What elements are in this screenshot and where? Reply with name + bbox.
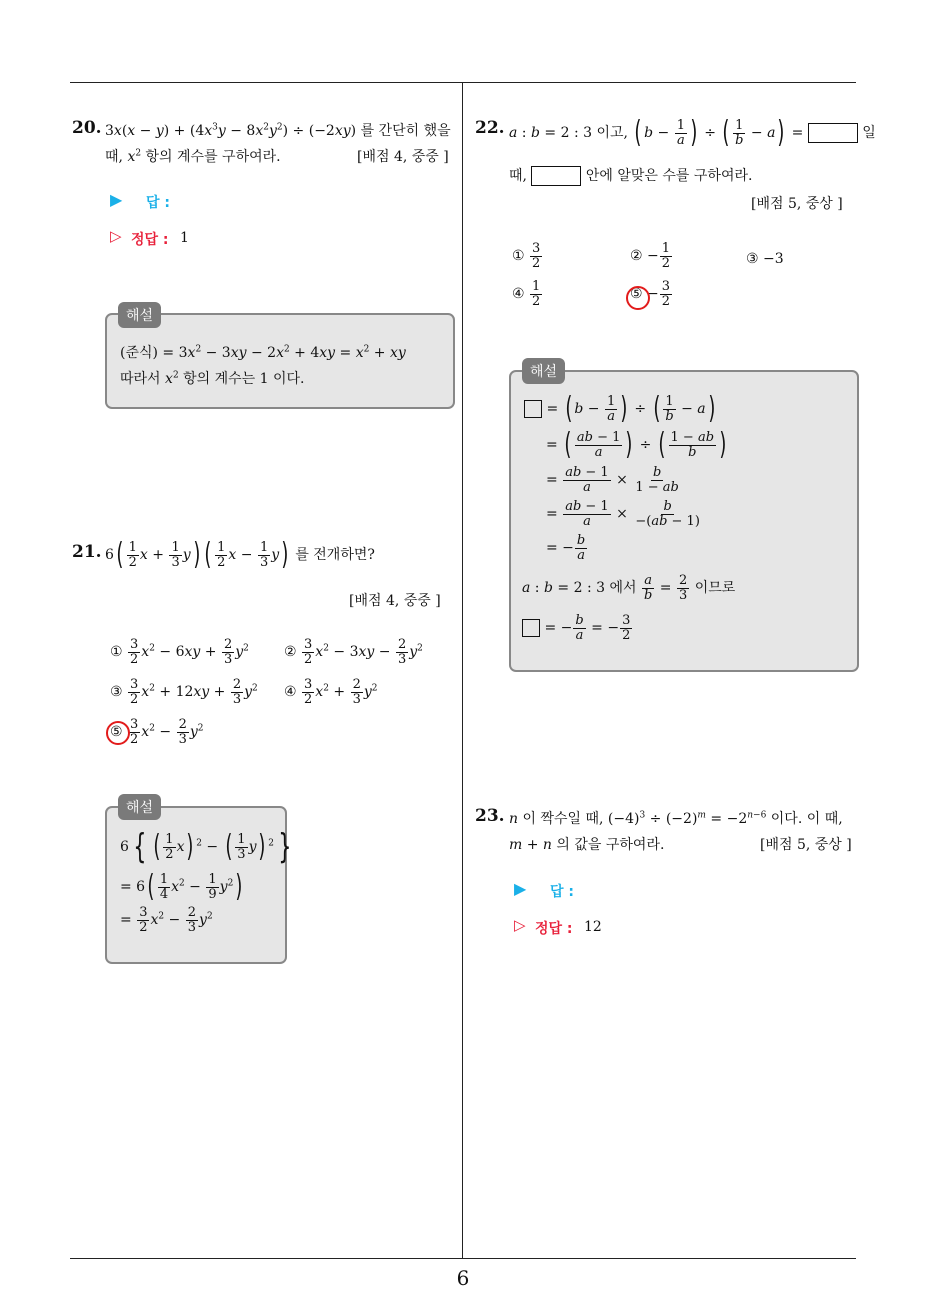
question-text-line-2 — [509, 165, 752, 186]
answer-label: 답 : — [550, 884, 574, 900]
question-expression: 6( $\frac{1}{2}$ x + $\frac{1}{3}$ y) ( $\frac{1}{2}$ x − $\frac{1}{3}$ y) 를 전개하면? — [105, 537, 375, 572]
score-meta: [배점 5, 중상 ] — [751, 196, 843, 212]
correct-label: 정답 : — [131, 232, 169, 248]
solution-line-7: = − $\frac{b}{a}$ = − $\frac{3}{2}$ — [522, 614, 633, 642]
question-number: 23. — [475, 806, 505, 826]
question-text-line-1: $3x(x - y) + (4x^3y - 8x^2y^2) \div (-2xy)$ 를 간단히 했을 — [105, 122, 451, 139]
question-number: 22. — [475, 118, 505, 138]
question-text: 때, — [509, 168, 527, 184]
solution-text: 이므로 — [694, 580, 736, 597]
solution-line-3: = $\frac{3}{2}$ $x^2$ − $\frac{2}{3}$ $y^2$ — [120, 905, 213, 935]
correct-value: 1 — [180, 230, 189, 246]
red-circle-mark-icon — [626, 286, 650, 310]
question-text-line-1: n 이 짝수일 때, $(-4)^3 \div (-2)^m = -2^{n-6}$ 이다. 이 때, — [509, 810, 843, 827]
solution-text: 항의 계수는 1 이다. — [183, 371, 305, 387]
correct-label: 정답 : — [535, 921, 573, 937]
answer-label: 답 : — [146, 195, 170, 211]
option-marker: ④ — [284, 684, 297, 701]
solution-line-4: = $\frac{ab - 1}{a}$ × $\frac{b}{-(ab - 1)}$ — [546, 499, 700, 529]
option-marker: ② — [284, 644, 297, 661]
red-circle-mark-icon — [106, 721, 130, 745]
option-3[interactable] — [746, 251, 784, 267]
score-meta: [배점 4, 중중 ] — [349, 593, 441, 609]
question-text: 항의 계수를 구하여라. — [145, 149, 281, 165]
play-triangle-outline-icon: ▷ — [514, 916, 526, 934]
question-text-line-2: 때, $x^2$ 항의 계수를 구하여라. — [105, 148, 281, 165]
option-marker: ④ — [512, 286, 525, 303]
question-text: 이다. 이 때, — [770, 811, 843, 827]
solution-tag: 해설 — [522, 358, 565, 384]
option-marker: ③ — [110, 684, 123, 701]
question-text: 이 짝수일 때, — [522, 811, 604, 827]
option-marker: ⑤ — [110, 724, 123, 741]
solution-line-3: = $\frac{ab - 1}{a}$ × $\frac{b}{1 - ab}$ — [546, 465, 679, 495]
solution-text: 에서 — [609, 580, 637, 597]
solution-line-5: = − $\frac{b}{a}$ — [546, 533, 586, 563]
solution-text: (준식) — [120, 345, 158, 361]
question-text: 이고, — [596, 125, 628, 141]
option-2[interactable]: ② $\frac{3}{2}$ $x^2 - 3xy$ − $\frac{2}{3}$ $y^2$ — [284, 637, 423, 667]
question-number: 20. — [72, 118, 102, 138]
solution-line-2: = ( $\frac{ab - 1}{a}$ ) ÷ ( $\frac{1 - ab}{b}$ ) — [546, 427, 727, 462]
option-value: −3 — [763, 251, 784, 267]
score-meta: [배점 4, 중중 ] — [357, 149, 449, 165]
solution-tag: 해설 — [118, 302, 161, 328]
question-text-line-2: m + n 의 값을 구하여라. — [509, 837, 665, 853]
option-1[interactable]: ① $\frac{3}{2}$ $x^2 - 6xy$ + $\frac{2}{3}$ $y^2$ — [110, 637, 249, 667]
question-text: 를 간단히 했을 — [360, 123, 451, 139]
page-number: 6 — [456, 1266, 470, 1290]
solution-line-1: 6 { ( $\frac{1}{2}$ x) $^2$ − ( $\frac{1}{3}$ y) $^2$ } — [120, 827, 292, 867]
option-marker: ① — [110, 644, 123, 661]
column-divider — [462, 82, 463, 1258]
option-1[interactable]: ① $\frac{3}{2}$ — [512, 241, 541, 271]
option-4[interactable]: ④ $\frac{3}{2}$ $x^2$ + $\frac{2}{3}$ $y^2$ — [284, 677, 378, 707]
question-text: 때, — [105, 149, 123, 165]
question-text: 일 — [862, 125, 876, 141]
top-rule — [70, 82, 856, 83]
option-marker: ⑤ — [630, 286, 643, 303]
solution-line-1: (준식) = $3x^2 - 3xy - 2x^2 + 4xy = x^2$ + xy — [120, 344, 406, 361]
option-marker: ③ — [746, 251, 759, 267]
correct-value: 12 — [584, 919, 602, 935]
option-4[interactable]: ④ $\frac{1}{2}$ — [512, 279, 541, 309]
play-triangle-outline-icon: ▷ — [110, 227, 122, 245]
solution-text: 따라서 — [120, 371, 161, 387]
answer-blank — [531, 166, 581, 186]
play-triangle-filled-icon: ▶ — [514, 879, 527, 898]
option-5[interactable]: ⑤ − $\frac{3}{2}$ — [630, 279, 671, 309]
option-marker: ② — [630, 248, 643, 265]
question-text: 의 값을 구하여라. — [556, 837, 665, 853]
option-5[interactable]: ⑤ $\frac{3}{2}$ $x^2$ − $\frac{2}{3}$ $y^2$ — [110, 717, 204, 747]
question-text: 를 전개하면? — [295, 547, 375, 563]
question-number: 21. — [72, 542, 102, 562]
solution-line-2: = 6( $\frac{1}{4}$ $x^2$ − $\frac{1}{9}$ $y^2$) — [120, 869, 243, 904]
play-triangle-filled-icon: ▶ — [110, 190, 123, 209]
option-3[interactable]: ③ $\frac{3}{2}$ $x^2 + 12xy$ + $\frac{2}{3}$ $y^2$ — [110, 677, 258, 707]
option-marker: ① — [512, 248, 525, 265]
option-2[interactable]: ② − $\frac{1}{2}$ — [630, 241, 671, 271]
solution-line-2: 따라서 $x^2$ 항의 계수는 1 이다. — [120, 370, 305, 387]
solution-line-6: a : b = 2 : 3 에서 $\frac{a}{b}$ = $\frac{2}{3}$ 이므로 — [522, 573, 736, 603]
bottom-rule — [70, 1258, 856, 1259]
solution-line-1: = ( b − $\frac{1}{a}$ ) ÷ ( $\frac{1}{b}$ − a) — [524, 394, 717, 424]
question-text-line-1: a : b = 2 : 3 이고, ( b − $\frac{1}{a}$ ) ÷ ( $\frac{1}{b}$ − a) = 일 — [509, 115, 876, 150]
answer-blank — [808, 123, 858, 143]
solution-tag: 해설 — [118, 794, 161, 820]
score-meta: [배점 5, 중상 ] — [760, 837, 852, 853]
question-text: 안에 알맞은 수를 구하여라. — [585, 168, 753, 184]
